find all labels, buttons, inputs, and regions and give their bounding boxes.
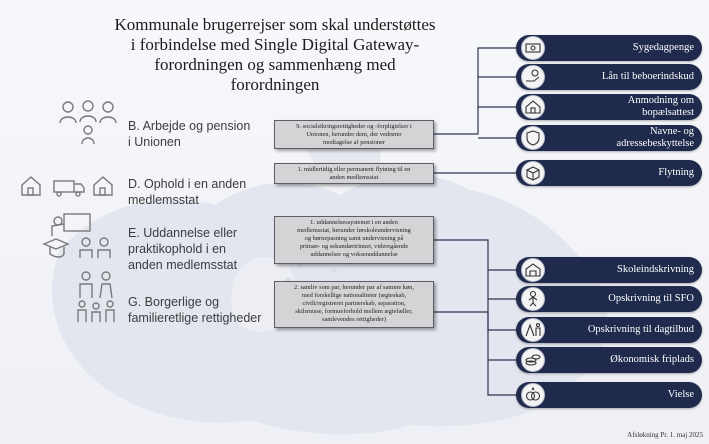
people-icon [58,97,118,145]
title-line: i forbindelse med Single Digital Gateway- [130,35,420,54]
description-line: 9. socialsikringsrettigheder og -forpligtelser i [296,123,412,130]
description-box-education [274,216,434,264]
school-icon [521,258,545,282]
service-anmodning-om-bopaelsattest[interactable] [516,94,702,120]
category-line: D. Ophold i en anden [128,177,247,191]
category-line: B. Arbejde og pension [128,119,251,133]
service-sygedagpenge[interactable] [516,35,702,61]
category-line: praktikophold i en [128,242,226,256]
service-opskrivning-til-sfo[interactable] [516,286,702,312]
education-icon [42,212,118,262]
service-label: Sygedagpenge [632,42,694,53]
service-label: Anmodning om [627,95,694,106]
category-line: E. Uddannelse eller [128,226,238,240]
description-line: medlemsstat, herunder førskoleundervisning [297,227,411,234]
title-line: Kommunale brugerrejser som skal understøttes [114,15,436,34]
description-line: Unionen, herunder dem, der vedrører [306,131,402,138]
moving-icon [20,173,116,197]
description-line: skilsmisse, formueforhold mellem ægtefæller, [295,308,413,315]
category-e-label [128,225,237,273]
description-line: modtagelse af pensioner [322,139,386,146]
description-box-social-security [274,120,434,149]
description-line: uddannelser og voksenuddannelse [310,251,398,258]
money-icon [521,36,545,60]
category-line: anden medlemsstat [128,258,238,272]
service-label: Opskrivning til SFO [608,293,694,304]
coins-icon [521,348,545,372]
description-line: 2. samliv som par, herunder par af samme køn, [294,284,414,291]
box-icon [521,161,545,185]
description-line: samlevendes rettigheder) [321,316,387,323]
service-label: Økonomisk friplads [610,354,694,365]
rings-icon [521,383,545,407]
service-navne-og-adressebeskyttelse[interactable] [516,125,702,151]
service-label: adressebeskyttelse [616,138,694,149]
description-line: 1. midlertidig eller permanent flytning til en [297,166,411,173]
description-line: civilt/registreret partnerskab, separation, [302,300,406,307]
service-flytning[interactable] [516,160,702,186]
description-box-moving [274,163,434,184]
house-icon [521,95,545,119]
category-line: medlemsstat [128,193,199,207]
title-line: forordningen [230,75,320,94]
child-icon [521,287,545,311]
shield-icon [521,126,545,150]
category-d-label [128,176,246,208]
family-icon [74,270,120,324]
service-label: Navne- og [649,126,694,137]
category-line: G. Borgerlige og [128,295,220,309]
service-opskrivning-til-dagtilbud[interactable] [516,317,702,343]
title-line: forordningen og sammenhæng med [154,55,396,74]
category-b-label [128,118,250,150]
service-label: Flytning [658,167,694,178]
service-label: Vielse [667,389,694,400]
category-g-label [128,294,261,326]
service-laan-til-beboerindskud[interactable] [516,64,702,90]
service-label: Lån til beboerindskud [601,71,694,82]
playground-icon [521,318,545,342]
service-vielse[interactable] [516,382,702,408]
service-label: Skoleindskrivning [616,264,694,275]
service-label: Opskrivning til dagtilbud [587,324,694,335]
loan-icon [521,65,545,89]
category-line: familieretlige rettigheder [128,311,262,325]
description-line: 1. uddannelsessystemet i en anden [310,219,398,226]
service-oekonomisk-friplads[interactable] [516,347,702,373]
service-skoleindskrivning[interactable] [516,257,702,283]
description-line: anden medlemsstat [329,174,379,181]
description-line: og børnepasning samt undervisning på [304,235,404,242]
category-line: i Unionen [128,135,181,149]
service-label: bopælsattest [642,107,694,118]
footer-note: Afsløkning Pr. 1. maj 2025 [627,431,703,439]
description-line: primær- og sekundærtrinnet, videregående [299,243,409,250]
description-box-cohabitation [274,281,434,328]
description-line: med forskellige nationaliteter (ægteskab, [301,292,407,299]
